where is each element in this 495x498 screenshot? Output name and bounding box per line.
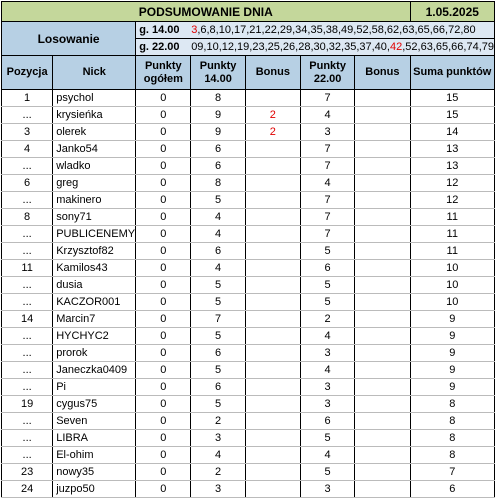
- points-22-cell: 4: [300, 362, 354, 379]
- position-cell: 3: [2, 124, 53, 141]
- sum-cell: 7: [410, 464, 494, 481]
- draw-numbers-pre: 09,10,12,19,23,25,26,28,30,32,35,37,40,: [191, 41, 390, 53]
- bonus-14-cell: 2: [245, 124, 300, 141]
- nick-cell: psychol: [53, 90, 136, 107]
- table-row: [2, 294, 495, 311]
- bonus-14-cell: [245, 379, 300, 396]
- points-22-cell: 7: [300, 209, 354, 226]
- points-14-cell: 8: [191, 90, 245, 107]
- nick-cell: LIBRA: [53, 430, 136, 447]
- bonus-22-cell: [355, 311, 410, 328]
- table-row: [2, 481, 495, 498]
- total-points-cell: 0: [136, 447, 191, 464]
- position-cell: 23: [2, 464, 53, 481]
- points-22-cell: 4: [300, 175, 354, 192]
- bonus-14-cell: [245, 243, 300, 260]
- table-row: [2, 464, 495, 481]
- sum-cell: 13: [410, 141, 494, 158]
- total-points-cell: 0: [136, 464, 191, 481]
- points-22-cell: 4: [300, 107, 354, 124]
- table-row: [2, 243, 495, 260]
- points-14-cell: 4: [191, 447, 245, 464]
- bonus-22-cell: [355, 464, 410, 481]
- points-14-cell: 2: [191, 464, 245, 481]
- points-22-cell: 7: [300, 192, 354, 209]
- sum-cell: 12: [410, 175, 494, 192]
- bonus-22-cell: [355, 413, 410, 430]
- position-cell: 4: [2, 141, 53, 158]
- nick-cell: PUBLICENEMY: [53, 226, 136, 243]
- sum-cell: 9: [410, 328, 494, 345]
- table-row: [2, 345, 495, 362]
- total-points-cell: 0: [136, 311, 191, 328]
- bonus-14-cell: [245, 362, 300, 379]
- table-row: [2, 430, 495, 447]
- sum-cell: 12: [410, 192, 494, 209]
- position-cell: 14: [2, 311, 53, 328]
- draw-time: g. 14.00: [139, 24, 180, 36]
- total-points-cell: 0: [136, 175, 191, 192]
- position-cell: ...: [2, 345, 53, 362]
- points-14-cell: 6: [191, 345, 245, 362]
- table-row: [2, 379, 495, 396]
- total-points-cell: 0: [136, 430, 191, 447]
- sum-cell: 15: [410, 90, 494, 107]
- bonus-14-cell: [245, 209, 300, 226]
- points-14-cell: 4: [191, 260, 245, 277]
- draw-label: Losowanie: [2, 22, 136, 56]
- table-row: [2, 107, 495, 124]
- bonus-14-cell: [245, 328, 300, 345]
- sum-cell: 14: [410, 124, 494, 141]
- sum-cell: 15: [410, 107, 494, 124]
- bonus-22-cell: [355, 175, 410, 192]
- table-row: [2, 158, 495, 175]
- bonus-14-cell: [245, 175, 300, 192]
- points-22-cell: 2: [300, 311, 354, 328]
- bonus-14-cell: [245, 447, 300, 464]
- bonus-22-cell: [355, 243, 410, 260]
- total-points-cell: 0: [136, 481, 191, 498]
- nick-cell: cygus75: [53, 396, 136, 413]
- bonus-14-cell: [245, 481, 300, 498]
- points-22-cell: 5: [300, 464, 354, 481]
- bonus-22-cell: [355, 362, 410, 379]
- draw-number-highlight: 42: [389, 41, 403, 53]
- points-22-cell: 7: [300, 141, 354, 158]
- bonus-22-cell: [355, 90, 410, 107]
- table-row: [2, 328, 495, 345]
- points-14-cell: 9: [191, 107, 245, 124]
- position-cell: ...: [2, 243, 53, 260]
- table-row: [2, 226, 495, 243]
- nick-cell: Janeczka0409: [53, 362, 136, 379]
- table-row: [2, 209, 495, 226]
- position-cell: ...: [2, 294, 53, 311]
- total-points-cell: 0: [136, 379, 191, 396]
- sum-cell: 9: [410, 311, 494, 328]
- bonus-22-cell: [355, 481, 410, 498]
- nick-cell: makinero: [53, 192, 136, 209]
- nick-cell: dusia: [53, 277, 136, 294]
- total-points-cell: 0: [136, 260, 191, 277]
- sum-cell: 9: [410, 345, 494, 362]
- col-header: Bonus: [245, 56, 300, 90]
- col-header: Bonus: [355, 56, 410, 90]
- points-14-cell: 5: [191, 328, 245, 345]
- summary-table: [1, 1, 495, 498]
- bonus-22-cell: [355, 396, 410, 413]
- bonus-22-cell: [355, 158, 410, 175]
- bonus-22-cell: [355, 379, 410, 396]
- position-cell: 1: [2, 90, 53, 107]
- total-points-cell: 0: [136, 107, 191, 124]
- points-22-cell: 4: [300, 328, 354, 345]
- points-14-cell: 2: [191, 413, 245, 430]
- column-headers: [2, 56, 495, 90]
- table-row: [2, 141, 495, 158]
- nick-cell: juzpo50: [53, 481, 136, 498]
- bonus-14-cell: [245, 464, 300, 481]
- col-header: Suma punktów: [410, 56, 494, 90]
- sum-cell: 11: [410, 209, 494, 226]
- nick-cell: krysieńka: [53, 107, 136, 124]
- total-points-cell: 0: [136, 243, 191, 260]
- col-header: Punkty 14.00: [191, 56, 245, 90]
- total-points-cell: 0: [136, 158, 191, 175]
- position-cell: ...: [2, 226, 53, 243]
- nick-cell: HYCHYC2: [53, 328, 136, 345]
- bonus-22-cell: [355, 141, 410, 158]
- table-row: [2, 447, 495, 464]
- sum-cell: 11: [410, 243, 494, 260]
- sum-cell: 11: [410, 226, 494, 243]
- points-14-cell: 5: [191, 294, 245, 311]
- col-header: Punkty ogółem: [136, 56, 191, 90]
- position-cell: ...: [2, 192, 53, 209]
- points-22-cell: 3: [300, 396, 354, 413]
- total-points-cell: 0: [136, 294, 191, 311]
- col-header: Nick: [53, 56, 136, 90]
- position-cell: 24: [2, 481, 53, 498]
- table-row: [2, 192, 495, 209]
- sum-cell: 8: [410, 413, 494, 430]
- draw-row-14: [136, 22, 495, 39]
- sum-cell: 10: [410, 294, 494, 311]
- bonus-14-cell: [245, 294, 300, 311]
- points-14-cell: 4: [191, 226, 245, 243]
- points-14-cell: 6: [191, 158, 245, 175]
- total-points-cell: 0: [136, 277, 191, 294]
- bonus-14-cell: [245, 277, 300, 294]
- points-14-cell: 7: [191, 311, 245, 328]
- bonus-14-cell: [245, 311, 300, 328]
- draw-time: g. 22.00: [139, 41, 180, 53]
- sum-cell: 6: [410, 481, 494, 498]
- nick-cell: wladko: [53, 158, 136, 175]
- sum-cell: 8: [410, 396, 494, 413]
- bonus-22-cell: [355, 107, 410, 124]
- table-row: [2, 413, 495, 430]
- points-22-cell: 6: [300, 413, 354, 430]
- bonus-22-cell: [355, 447, 410, 464]
- total-points-cell: 0: [136, 396, 191, 413]
- bonus-14-cell: [245, 260, 300, 277]
- bonus-14-cell: [245, 226, 300, 243]
- total-points-cell: 0: [136, 90, 191, 107]
- points-14-cell: 9: [191, 124, 245, 141]
- nick-cell: Janko54: [53, 141, 136, 158]
- position-cell: ...: [2, 413, 53, 430]
- bonus-22-cell: [355, 294, 410, 311]
- nick-cell: Krzysztof82: [53, 243, 136, 260]
- nick-cell: KACZOR001: [53, 294, 136, 311]
- points-14-cell: 5: [191, 277, 245, 294]
- bonus-14-cell: 2: [245, 107, 300, 124]
- points-22-cell: 7: [300, 226, 354, 243]
- points-22-cell: 3: [300, 481, 354, 498]
- total-points-cell: 0: [136, 124, 191, 141]
- bonus-14-cell: [245, 345, 300, 362]
- bonus-22-cell: [355, 328, 410, 345]
- bonus-22-cell: [355, 430, 410, 447]
- position-cell: 8: [2, 209, 53, 226]
- points-22-cell: 3: [300, 379, 354, 396]
- bonus-14-cell: [245, 90, 300, 107]
- sum-cell: 8: [410, 447, 494, 464]
- draw-numbers-post: ,6,8,10,17,21,22,29,34,35,38,49,52,58,62,63,65,66,72,80: [197, 24, 476, 36]
- position-cell: ...: [2, 328, 53, 345]
- total-points-cell: 0: [136, 209, 191, 226]
- points-14-cell: 8: [191, 175, 245, 192]
- position-cell: ...: [2, 277, 53, 294]
- nick-cell: El-ohim: [53, 447, 136, 464]
- points-22-cell: 7: [300, 90, 354, 107]
- points-22-cell: 6: [300, 260, 354, 277]
- position-cell: ...: [2, 447, 53, 464]
- nick-cell: olerek: [53, 124, 136, 141]
- total-points-cell: 0: [136, 362, 191, 379]
- sum-cell: 9: [410, 379, 494, 396]
- nick-cell: nowy35: [53, 464, 136, 481]
- sum-cell: 10: [410, 277, 494, 294]
- position-cell: ...: [2, 379, 53, 396]
- table-row: [2, 277, 495, 294]
- table-row: [2, 362, 495, 379]
- sum-cell: 8: [410, 430, 494, 447]
- sum-cell: 10: [410, 260, 494, 277]
- bonus-14-cell: [245, 396, 300, 413]
- points-14-cell: 5: [191, 396, 245, 413]
- points-14-cell: 6: [191, 243, 245, 260]
- bonus-14-cell: [245, 141, 300, 158]
- table-row: [2, 90, 495, 107]
- points-22-cell: 4: [300, 447, 354, 464]
- position-cell: ...: [2, 107, 53, 124]
- position-cell: 19: [2, 396, 53, 413]
- points-22-cell: 3: [300, 345, 354, 362]
- points-14-cell: 4: [191, 209, 245, 226]
- bonus-22-cell: [355, 345, 410, 362]
- bonus-22-cell: [355, 277, 410, 294]
- table-row: [2, 311, 495, 328]
- table-row: [2, 396, 495, 413]
- nick-cell: Seven: [53, 413, 136, 430]
- points-14-cell: 5: [191, 362, 245, 379]
- page-title: PODSUMOWANIE DNIA: [2, 2, 411, 22]
- bonus-22-cell: [355, 192, 410, 209]
- total-points-cell: 0: [136, 226, 191, 243]
- nick-cell: greg: [53, 175, 136, 192]
- report-date: 1.05.2025: [410, 2, 494, 22]
- points-22-cell: 5: [300, 243, 354, 260]
- bonus-14-cell: [245, 413, 300, 430]
- sum-cell: 13: [410, 158, 494, 175]
- col-header: Punkty 22.00: [300, 56, 354, 90]
- points-22-cell: 5: [300, 294, 354, 311]
- bonus-22-cell: [355, 226, 410, 243]
- points-22-cell: 7: [300, 158, 354, 175]
- nick-cell: Kamilos43: [53, 260, 136, 277]
- draw-numbers-post: ,52,63,65,66,74,79: [402, 41, 494, 53]
- total-points-cell: 0: [136, 413, 191, 430]
- total-points-cell: 0: [136, 328, 191, 345]
- points-22-cell: 3: [300, 124, 354, 141]
- points-14-cell: 5: [191, 192, 245, 209]
- points-14-cell: 6: [191, 379, 245, 396]
- draw-number-highlight: 3: [191, 24, 198, 36]
- sum-cell: 9: [410, 362, 494, 379]
- points-14-cell: 6: [191, 141, 245, 158]
- position-cell: ...: [2, 430, 53, 447]
- nick-cell: Pi: [53, 379, 136, 396]
- table-row: [2, 124, 495, 141]
- nick-cell: Marcin7: [53, 311, 136, 328]
- total-points-cell: 0: [136, 141, 191, 158]
- points-14-cell: 3: [191, 430, 245, 447]
- total-points-cell: 0: [136, 192, 191, 209]
- position-cell: 11: [2, 260, 53, 277]
- total-points-cell: 0: [136, 345, 191, 362]
- position-cell: ...: [2, 362, 53, 379]
- bonus-22-cell: [355, 260, 410, 277]
- points-22-cell: 5: [300, 277, 354, 294]
- position-cell: ...: [2, 158, 53, 175]
- bonus-22-cell: [355, 124, 410, 141]
- points-14-cell: 3: [191, 481, 245, 498]
- bonus-14-cell: [245, 192, 300, 209]
- draw-row-22: [136, 39, 495, 56]
- bonus-14-cell: [245, 158, 300, 175]
- nick-cell: sony71: [53, 209, 136, 226]
- table-row: [2, 175, 495, 192]
- table-row: [2, 260, 495, 277]
- bonus-14-cell: [245, 430, 300, 447]
- position-cell: 6: [2, 175, 53, 192]
- bonus-22-cell: [355, 209, 410, 226]
- nick-cell: prorok: [53, 345, 136, 362]
- points-22-cell: 5: [300, 430, 354, 447]
- col-header: Pozycja: [2, 56, 53, 90]
